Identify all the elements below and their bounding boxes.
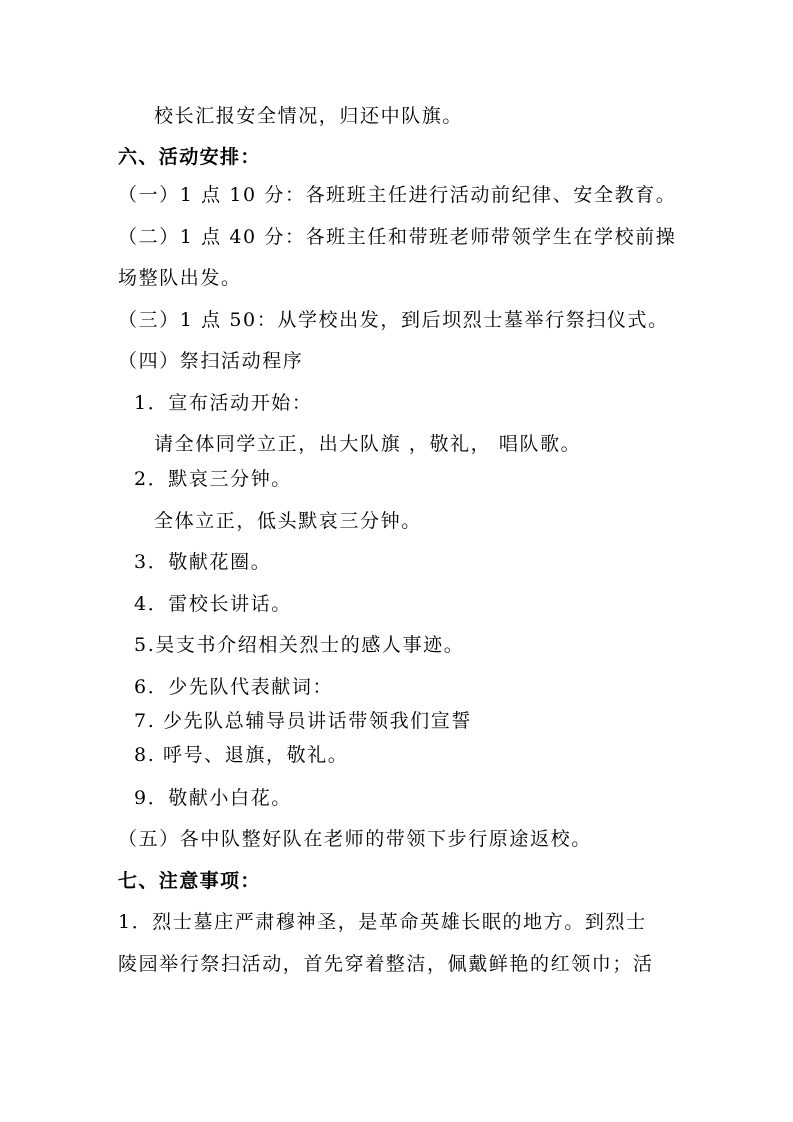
- list-item-step-2: （二）1 点 40 分：各班主任和带班老师带领学生在学校前操: [118, 226, 677, 248]
- list-item-step-3: （三）1 点 50：从学校出发，到后坝烈士墓举行祭扫仪式。: [118, 309, 669, 331]
- section-heading-activity-arrangement: 六、活动安排：: [118, 146, 261, 168]
- list-item-step-2-continued: 场整队出发。: [118, 267, 242, 289]
- procedure-item-4: 4．雷校长讲话。: [134, 593, 292, 615]
- procedure-item-2-detail: 全体立正，低头默哀三分钟。: [154, 510, 422, 532]
- section-heading-notes: 七、注意事项：: [118, 870, 261, 892]
- procedure-item-2: 2．默哀三分钟。: [134, 468, 292, 490]
- procedure-item-7: 7. 少先队总辅导员讲话带领我们宣誓: [134, 710, 472, 732]
- note-item-1-continued: 陵园举行祭扫活动，首先穿着整洁，佩戴鲜艳的红领巾；活: [118, 953, 654, 975]
- procedure-item-5: 5.吴支书介绍相关烈士的感人事迹。: [134, 634, 465, 656]
- procedure-item-6: 6．少先队代表献词：: [134, 676, 334, 698]
- list-item-step-4: （四）祭扫活动程序: [118, 350, 304, 372]
- paragraph-report-safety: 校长汇报安全情况，归还中队旗。: [154, 105, 464, 127]
- procedure-item-3: 3．敬献花圈。: [134, 551, 272, 573]
- list-item-step-1: （一）1 点 10 分：各班班主任进行活动前纪律、安全教育。: [118, 184, 677, 206]
- list-item-step-5: （五）各中队整好队在老师的带领下步行原途返校。: [118, 828, 592, 850]
- procedure-item-1: 1．宣布活动开始：: [134, 392, 313, 414]
- procedure-item-1-detail: 请全体同学立正，出大队旗 ，敬礼， 唱队歌。: [154, 433, 582, 455]
- note-item-1: 1．烈士墓庄严肃穆神圣，是革命英雄长眠的地方。到烈士: [118, 911, 647, 933]
- procedure-item-9: 9．敬献小白花。: [134, 787, 292, 809]
- procedure-item-8: 8. 呼号、退旗，敬礼。: [134, 744, 349, 766]
